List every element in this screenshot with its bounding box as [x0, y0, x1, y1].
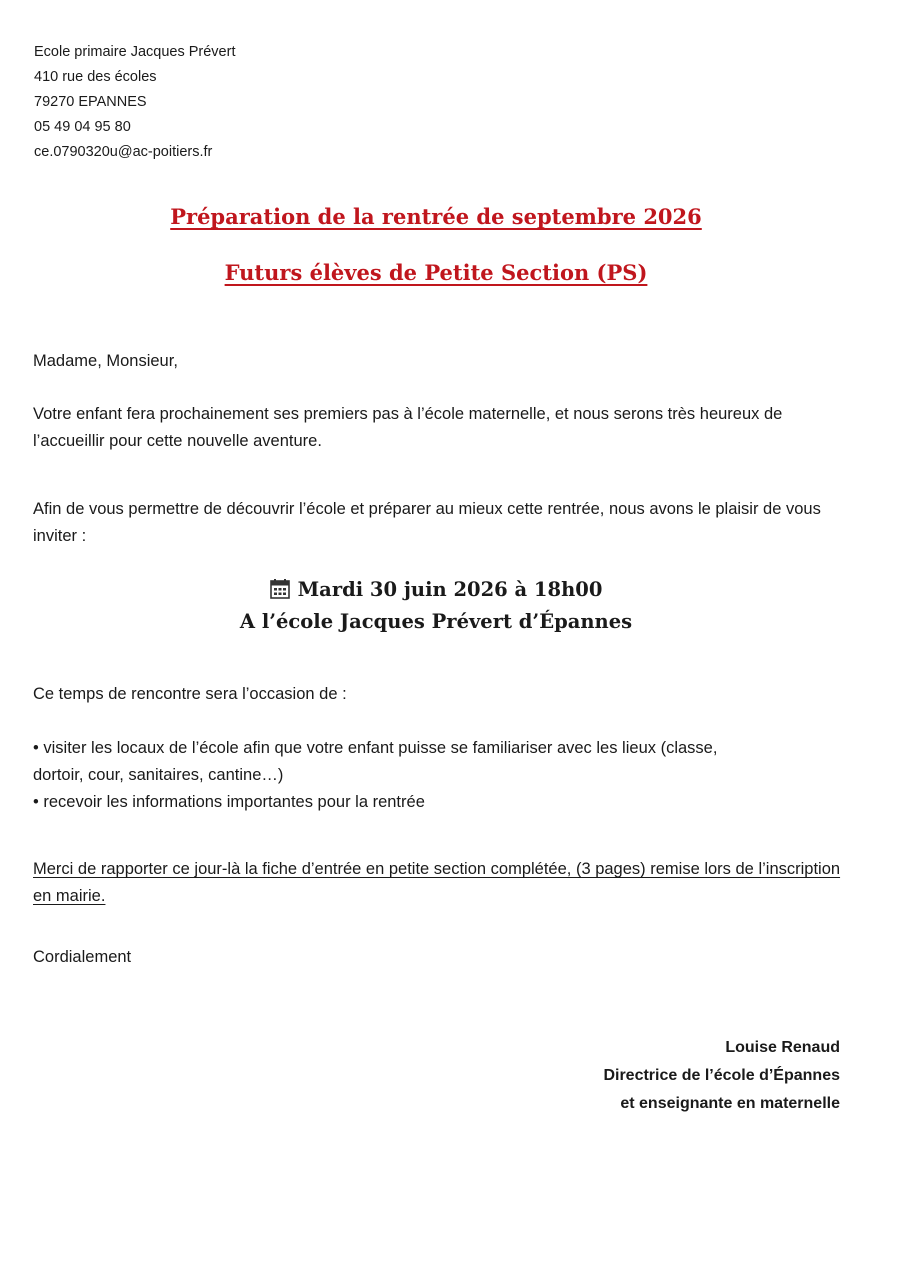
calendar-icon [270, 577, 290, 597]
paragraph-intro: Votre enfant fera prochainement ses premiers pas à l’école maternelle, et nous serons très heureux de l’accueillir pour cette nouvelle aventure. [33, 405, 783, 450]
paragraph-invitation: Afin de vous permettre de découvrir l’école et préparer au mieux cette rentrée, nous avons le plaisir de vous inviter : [33, 500, 821, 545]
event-date: Mardi 30 juin 2026 à 18h00 [297, 578, 603, 601]
closing: Cordialement [33, 948, 132, 966]
school-city: 79270 EPANNES [34, 94, 147, 110]
letter-title: Préparation de la rentrée de septembre 2026 [170, 204, 702, 229]
school-phone: 05 49 04 95 80 [34, 119, 131, 135]
signer-role: Directrice de l’école d’Épannes [603, 1067, 840, 1084]
school-email: ce.0790320u@ac-poitiers.fr [34, 144, 213, 160]
school-street: 410 rue des écoles [34, 69, 157, 85]
list-item: • visiter les locaux de l’école afin que votre enfant puisse se familiariser avec les lieux (classe, [33, 739, 718, 757]
event-date-line [0, 574, 872, 606]
letter-subtitle: Futurs élèves de Petite Section (PS) [224, 260, 648, 285]
paragraph-agenda: Ce temps de rencontre sera l’occasion de : [33, 685, 347, 703]
signer-role-secondary: et enseignante en maternelle [620, 1095, 840, 1112]
school-name: Ecole primaire Jacques Prévert [34, 44, 236, 60]
signature-block [603, 1034, 840, 1118]
greeting: Madame, Monsieur, [33, 352, 178, 370]
paragraph-notice: Merci de rapporter ce jour-là la fiche d’entrée en petite section complétée, (3 pages) remise lors de l’inscription en mairie. [33, 860, 841, 905]
list-item: • recevoir les informations importantes pour la rentrée [33, 793, 425, 811]
list-item: dortoir, cour, sanitaires, cantine…) [33, 766, 284, 784]
school-address [34, 40, 235, 165]
agenda-list [33, 735, 843, 816]
event-place: A l’école Jacques Prévert d’Épannes [239, 610, 633, 633]
signer-name: Louise Renaud [725, 1039, 840, 1056]
